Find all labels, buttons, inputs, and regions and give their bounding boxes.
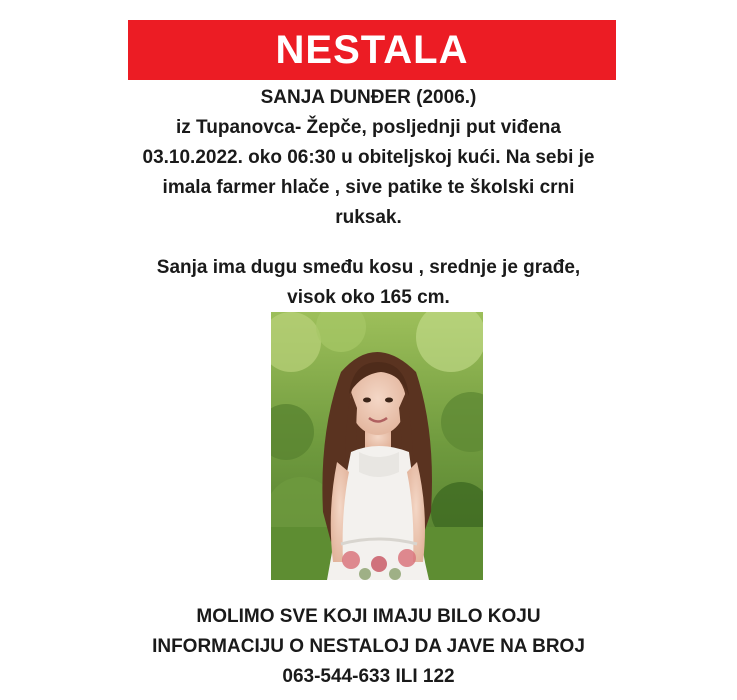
description-line: SANJA DUNĐER (2006.): [260, 87, 477, 108]
appeal-phone-line: 063-544-633 ILI 122: [282, 666, 455, 687]
missing-person-photo: [271, 312, 483, 580]
title-banner: [128, 20, 616, 80]
description-line: iz Tupanovca- Žepče, posljednji put viđena: [176, 117, 561, 138]
description-paragraph: [0, 83, 737, 233]
description-line: 03.10.2022. oko 06:30 u obiteljskoj kući. Na sebi je: [142, 147, 595, 168]
description-line: ruksak.: [335, 207, 402, 228]
appearance-line: visok oko 165 cm.: [287, 287, 450, 308]
appearance-line: Sanja ima dugu smeđu kosu , srednje je građe,: [156, 257, 581, 278]
banner-title: NESTALA: [275, 27, 469, 72]
appearance-paragraph: [0, 253, 737, 313]
appeal-line: INFORMACIJU O NESTALOJ DA JAVE NA BROJ: [152, 636, 585, 657]
appeal-line: MOLIMO SVE KOJI IMAJU BILO KOJU: [196, 606, 541, 627]
appeal-paragraph: [0, 602, 737, 692]
description-line: imala farmer hlače , sive patike te školski crni: [162, 177, 575, 198]
